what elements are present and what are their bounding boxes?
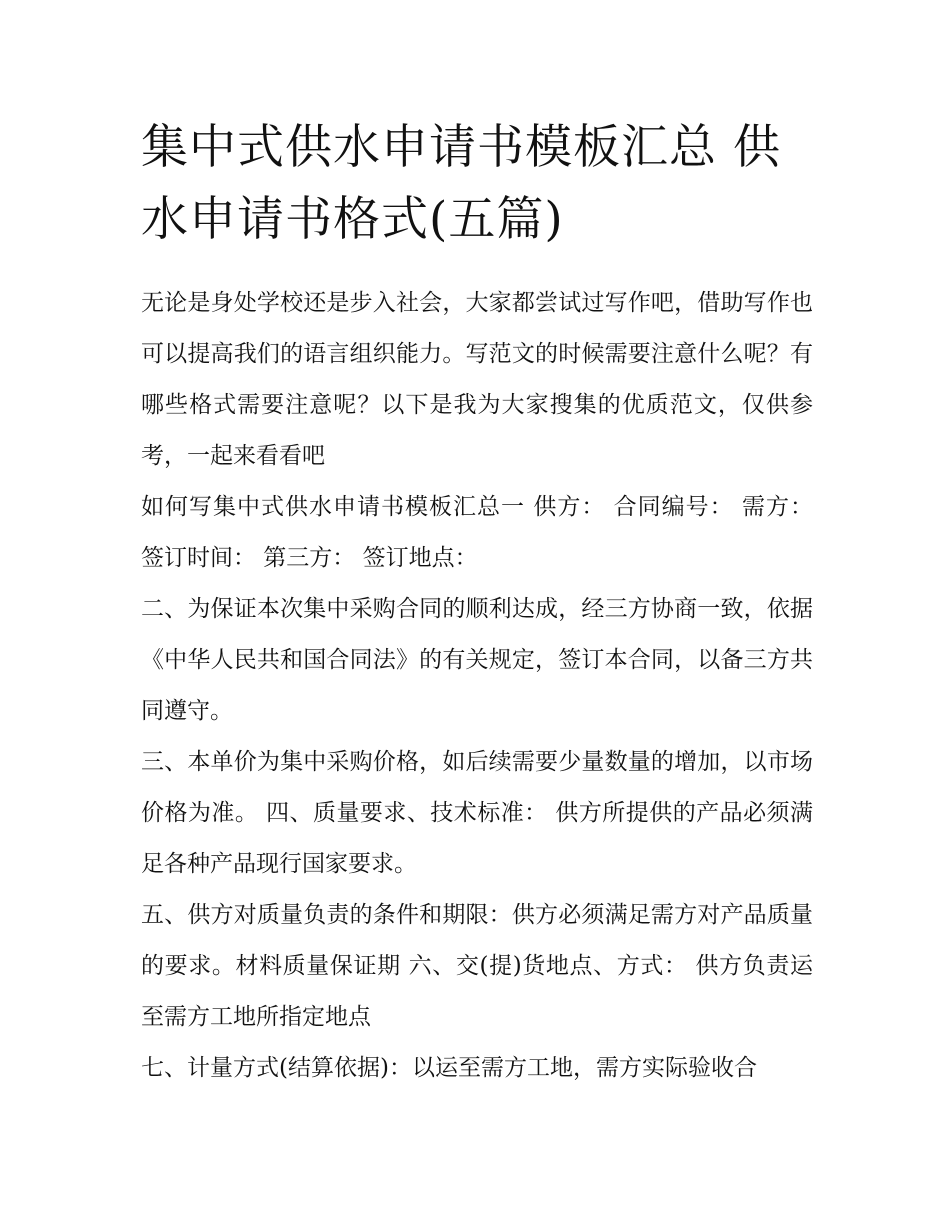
intro-paragraph: 无论是身处学校还是步入社会，大家都尝试过写作吧，借助写作也可以提高我们的语言组织能力。写范文的时候需要注意什么呢？有哪些格式需要注意呢？以下是我为大家搜集的优质范文，仅供参考，一起来看看吧 <box>141 290 813 469</box>
document-page <box>141 112 813 1094</box>
clause-three-four-paragraph: 三、本单价为集中采购价格，如后续需要少量数量的增加，以市场价格为准。 四、质量要求、技术标准： 供方所提供的产品必须满足各种产品现行国家要求。 <box>141 749 813 877</box>
contract-parties-paragraph: 如何写集中式供水申请书模板汇总一 供方： 合同编号： 需方： 签订时间： 第三方： 签订地点： <box>141 494 813 571</box>
document-title: 集中式供水申请书模板汇总 供水申请书格式(五篇) <box>141 120 781 247</box>
clause-five-six-paragraph: 五、供方对质量负责的条件和期限：供方必须满足需方对产品质量的要求。材料质量保证期 六、交(提)货地点、方式： 供方负责运至需方工地所指定地点 <box>141 902 813 1030</box>
clause-two-paragraph: 二、为保证本次集中采购合同的顺利达成，经三方协商一致，依据《中华人民共和国合同法》的有关规定，签订本合同，以备三方共同遵守。 <box>141 596 813 724</box>
clause-seven-paragraph: 七、计量方式(结算依据)：以运至需方工地，需方实际验收合 <box>141 1055 757 1081</box>
